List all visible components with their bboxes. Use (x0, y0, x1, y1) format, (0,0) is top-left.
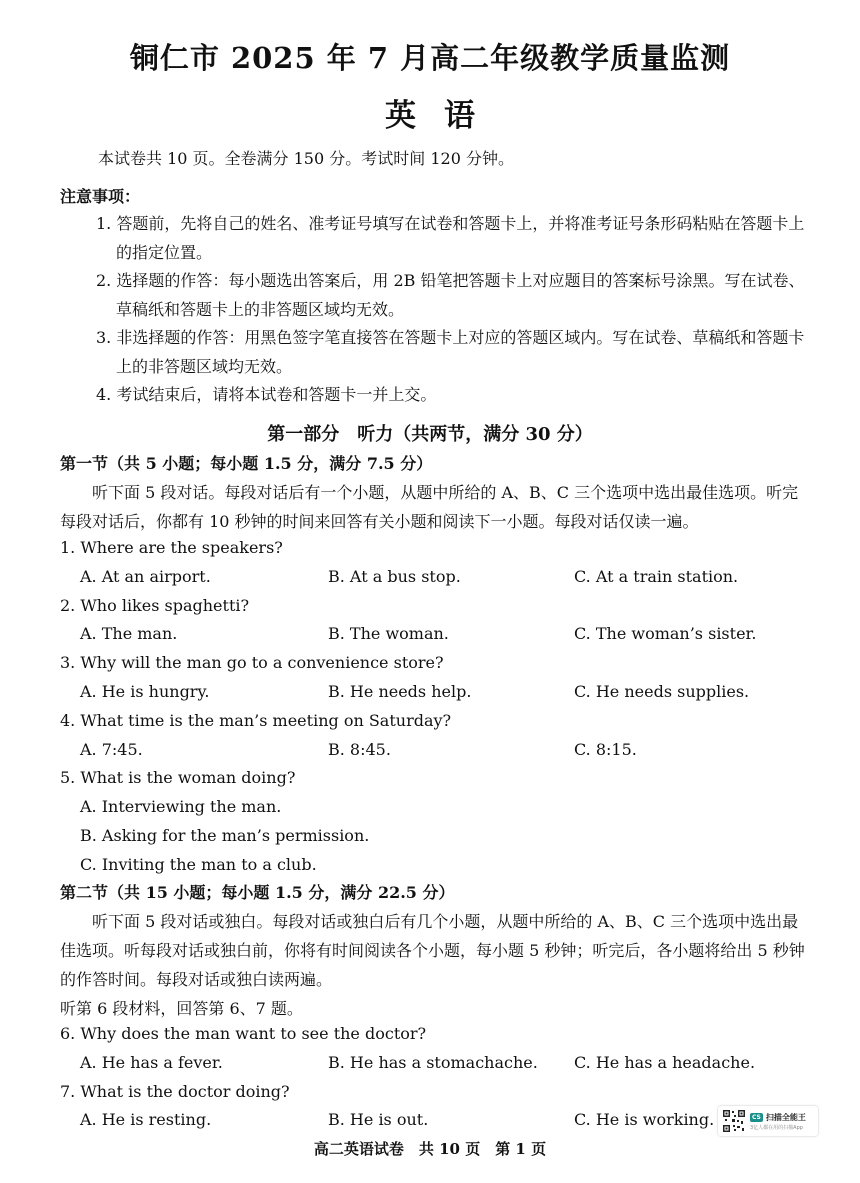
option-b: B. He has a stomachache. (328, 1052, 538, 1072)
question-stem: 5. What is the woman doing? (60, 768, 296, 788)
option-a: A. At an airport. (80, 566, 211, 586)
option-a: A. He is hungry. (80, 681, 210, 701)
option-c: C. He is working. (574, 1110, 715, 1130)
option-a: A. 7:45. (80, 739, 143, 759)
option-row (60, 563, 820, 592)
notice-list (96, 210, 816, 410)
question-stem: 1. Where are the speakers? (60, 538, 283, 557)
question-stem: 4. What time is the man’s meeting on Saturday? (60, 710, 452, 730)
option-b: B. The woman. (328, 624, 449, 644)
app-name: 扫描全能王 (765, 1112, 806, 1122)
notice-item: 2. 选择题的作答：每小题选出答案后，用 2B 铅笔把答题卡上对应题目的答案标号涂黑。写在试卷、草稿纸和答题卡上的非答题区域均无效。 (96, 271, 805, 319)
notice-item: 4. 考试结束后，请将本试卷和答题卡一并上交。 (96, 385, 437, 404)
option-b: B. He needs help. (328, 681, 472, 701)
option-b: B. At a bus stop. (328, 566, 461, 586)
option-row (60, 1049, 820, 1078)
app-tagline: 3亿人都在用的扫描App (750, 1124, 803, 1131)
notice-heading: 注意事项： (60, 187, 141, 206)
exam-intro: 本试卷共 10 页。全卷满分 150 分。考试时间 120 分钟。 (98, 149, 514, 168)
option-row (60, 678, 820, 707)
instructions-text: 听下面 5 段对话。每段对话后有一个小题，从题中所给的 A、B、C 三个选项中选出最佳选项。听完每段对话后，你都有 10 秒钟的时间来回答有关小题和阅读下一小题。每段对话仅读一遍。 (60, 483, 799, 531)
question-stem: 3. Why will the man go to a convenience store? (60, 653, 444, 673)
notice-item: 1. 答题前，先将自己的姓名、准考证号填写在试卷和答题卡上，并将准考证号条形码粘贴在答题卡上的指定位置。 (96, 214, 805, 262)
option-a: A. Interviewing the man. (80, 797, 282, 817)
option-b: B. 8:45. (328, 739, 391, 759)
page-footer: 高二英语试卷 共 10 页 第 1 页 (313, 1140, 547, 1158)
notice-item: 3. 非选择题的作答：用黑色签字笔直接答在答题卡上对应的答题区域内。写在试卷、草稿纸和答题卡上的非答题区域均无效。 (96, 328, 805, 376)
option-b: B. Asking for the man’s permission. (80, 825, 370, 845)
section-heading: 第一节（共 5 小题；每小题 1.5 分，满分 7.5 分） (60, 454, 433, 473)
subject-title: 英语 (385, 98, 503, 134)
option-c: C. The woman’s sister. (574, 624, 757, 644)
exam-title: 铜仁市 2025 年 7 月高二年级教学质量监测 (129, 41, 731, 75)
option-row (60, 620, 820, 649)
option-c: C. He has a headache. (574, 1052, 756, 1072)
question-block (60, 1020, 820, 1135)
option-c: C. He needs supplies. (574, 681, 750, 701)
option-a: A. He is resting. (80, 1110, 212, 1130)
option-row (60, 1106, 820, 1135)
question-block (60, 534, 820, 880)
section-instructions (60, 907, 812, 1023)
option-c: C. 8:15. (574, 739, 637, 759)
option-b: B. He is out. (328, 1110, 429, 1130)
scanner-watermark (718, 1106, 818, 1136)
option-row (60, 736, 820, 765)
instructions-text: 听下面 5 段对话或独白。每段对话或独白后有几个小题，从题中所给的 A、B、C 三个选项中选出最佳选项。听每段对话或独白前，你将有时间阅读各个小题，每小题 5 秒钟；听完后，各小题将给出 5 秒钟的作答时间。每段对话或独白读两遍。 (60, 912, 805, 989)
question-stem: 6. Why does the man want to see the doctor? (60, 1024, 427, 1043)
option-a: A. He has a fever. (80, 1052, 223, 1072)
section-instructions (60, 478, 812, 536)
option-c: C. Inviting the man to a club. (80, 854, 317, 874)
qr-code-icon (722, 1109, 746, 1133)
camscanner-logo-icon: CS (752, 1113, 761, 1121)
option-c: C. At a train station. (574, 566, 739, 586)
question-stem: 7. What is the doctor doing? (60, 1081, 290, 1101)
material-note: 听第 6 段材料，回答第 6、7 题。 (60, 999, 303, 1018)
part-title: 第一部分 听力（共两节，满分 30 分） (267, 424, 593, 445)
question-stem: 2. Who likes spaghetti? (60, 595, 250, 615)
option-a: A. The man. (80, 624, 178, 644)
section-heading: 第二节（共 15 小题；每小题 1.5 分，满分 22.5 分） (60, 883, 455, 902)
